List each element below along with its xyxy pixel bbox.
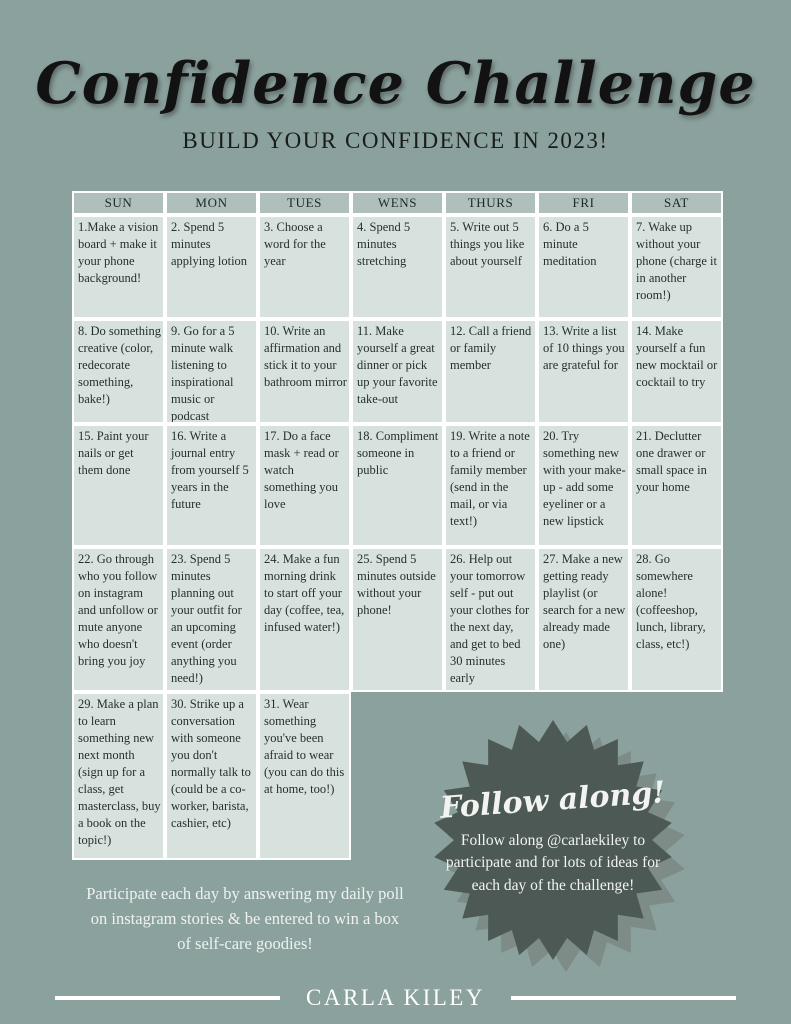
calendar-cell: 7. Wake up without your phone (charge it in another room!) — [630, 215, 723, 319]
badge-body: Follow along @carlaekiley to participate and for lots of ideas for each day of the challenge! — [445, 831, 661, 894]
calendar-cell: 12. Call a friend or family member — [444, 319, 537, 424]
calendar-cell: 24. Make a fun morning drink to start off your day (coffee, tea, infused water!) — [258, 547, 351, 692]
calendar-cell: 10. Write an affirmation and stick it to your bathroom mirror — [258, 319, 351, 424]
calendar-cell: 11. Make yourself a great dinner or pick up your favorite take-out — [351, 319, 444, 424]
participate-note: Participate each day by answering my daily poll on instagram stories & be entered to win a box of self-care goodies! — [86, 884, 404, 953]
calendar-cell: 29. Make a plan to learn something new next month (sign up for a class, get masterclass, buy a book on the topic!) — [72, 692, 165, 860]
calendar-cell: 26. Help out your tomorrow self - put out your clothes for the next day, and get to bed 30 minutes early — [444, 547, 537, 692]
badge-title: Follow along! — [439, 774, 667, 826]
footer-line-left — [55, 996, 280, 1000]
challenge-subtitle: BUILD YOUR CONFIDENCE IN 2023! — [182, 128, 609, 153]
calendar-cell: 18. Compliment someone in public — [351, 424, 444, 547]
calendar-cell: 30. Strike up a conversation with someone you don't normally talk to (could be a co-worker, barista, cashier, etc) — [165, 692, 258, 860]
day-header-fri: FRI — [537, 191, 630, 215]
day-header-sat: SAT — [630, 191, 723, 215]
footer — [0, 980, 791, 1016]
calendar-cell: 20. Try something new with your make-up - add some eyeliner or a new lipstick — [537, 424, 630, 547]
calendar-cell: 16. Write a journal entry from yourself 5 years in the future — [165, 424, 258, 547]
calendar-cell: 23. Spend 5 minutes planning out your outfit for an upcoming event (order anything you need!) — [165, 547, 258, 692]
day-header-thurs: THURS — [444, 191, 537, 215]
calendar-cell: 3. Choose a word for the year — [258, 215, 351, 319]
calendar-cell: 28. Go somewhere alone! (coffeeshop, lunch, library, class, etc!) — [630, 547, 723, 692]
day-header-sun: SUN — [72, 191, 165, 215]
calendar-cell: 15. Paint your nails or get them done — [72, 424, 165, 547]
calendar-cell: 25. Spend 5 minutes outside without your phone! — [351, 547, 444, 692]
calendar-cell: 31. Wear something you've been afraid to wear (you can do this at home, too!) — [258, 692, 351, 860]
calendar-cell: 14. Make yourself a fun new mocktail or cocktail to try — [630, 319, 723, 424]
calendar-cell: 13. Write a list of 10 things you are grateful for — [537, 319, 630, 424]
calendar-cell: 8. Do something creative (color, redecorate something, bake!) — [72, 319, 165, 424]
calendar-cell: 21. Declutter one drawer or small space in your home — [630, 424, 723, 547]
calendar-cell: 19. Write a note to a friend or family member (send in the mail, or via text!) — [444, 424, 537, 547]
day-header-wens: WENS — [351, 191, 444, 215]
calendar-cell: 4. Spend 5 minutes stretching — [351, 215, 444, 319]
calendar-cell: 22. Go through who you follow on instagram and unfollow or mute anyone who doesn't bring you joy — [72, 547, 165, 692]
footer-name: CARLA KILEY — [306, 985, 485, 1010]
calendar-cell: 2. Spend 5 minutes applying lotion — [165, 215, 258, 319]
day-header-tues: TUES — [258, 191, 351, 215]
calendar-cell: 9. Go for a 5 minute walk listening to inspirational music or podcast — [165, 319, 258, 424]
calendar-cell: 6. Do a 5 minute meditation — [537, 215, 630, 319]
badge-text-block — [436, 742, 670, 938]
calendar-cell: 17. Do a face mask + read or watch something you love — [258, 424, 351, 547]
footer-line-right — [511, 996, 736, 1000]
challenge-title: Confidence Challenge — [35, 50, 756, 117]
calendar-cell: 1.Make a vision board + make it your phone background! — [72, 215, 165, 319]
calendar-cell: 5. Write out 5 things you like about yourself — [444, 215, 537, 319]
day-header-mon: MON — [165, 191, 258, 215]
calendar-cell: 27. Make a new getting ready playlist (or search for a new already made one) — [537, 547, 630, 692]
